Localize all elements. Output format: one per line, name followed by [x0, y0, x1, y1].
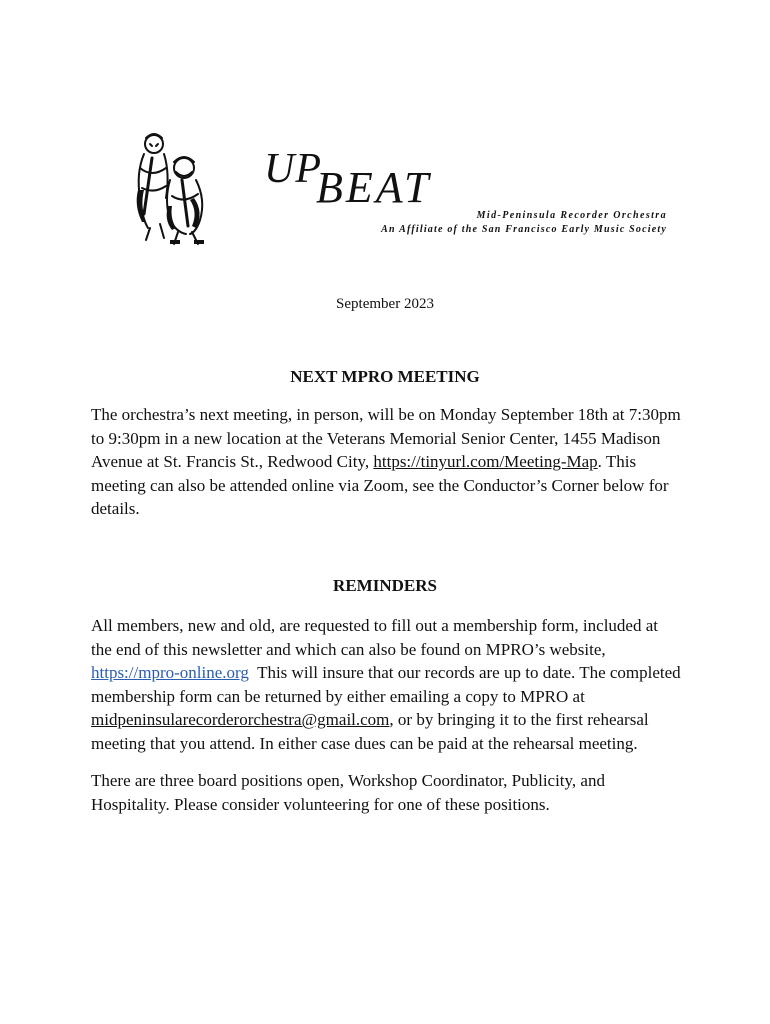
affiliate-line: An Affiliate of the San Francisco Early Music Society [381, 224, 667, 235]
email-link[interactable]: midpeninsularecorderorchestra@gmail.com [91, 710, 390, 729]
meeting-text-after-link: . This meeting can also be attended online via Zoom, see the Conductor’s Corner below for details. [91, 452, 669, 518]
issue-date: September 2023 [336, 296, 434, 312]
newsletter-title-up: UP [264, 146, 322, 192]
meeting-heading: NEXT MPRO MEETING [290, 367, 480, 386]
recorder-players-logo-icon [124, 128, 216, 246]
membership-text-middle: This will insure that our records are up to date. The completed membership form can be returned by either emailing a copy to MPRO at [91, 663, 685, 706]
membership-text-intro: All members, new and old, are requested to fill out a membership form, included at the end of this newsletter and which can also be found on MPRO’s website, [91, 616, 658, 659]
membership-paragraph [91, 614, 685, 755]
website-link[interactable]: https://mpro-online.org [91, 663, 249, 682]
organization-name: Mid-Peninsula Recorder Orchestra [476, 210, 667, 221]
newsletter-title-beat: BEAT [316, 163, 432, 212]
reminders-heading: REMINDERS [333, 576, 437, 595]
meeting-text-before-link: The orchestra’s next meeting, in person, will be on Monday September 18th at 7:30pm to 9:30pm in a new location at the Veterans Memorial Senior Center, 1455 Madison Avenue at St. Francis St., Redwood City, [91, 405, 681, 471]
board-positions-paragraph: There are three board positions open, Workshop Coordinator, Publicity, and Hospitality. Please consider volunteering for one of these positions. [91, 771, 605, 814]
membership-text-end: , or by bringing it to the first rehearsal meeting that you attend. In either case dues can be paid at the rehearsal meeting. [91, 710, 649, 753]
meeting-paragraph [91, 403, 681, 521]
meeting-map-link[interactable]: https://tinyurl.com/Meeting-Map [373, 452, 598, 471]
